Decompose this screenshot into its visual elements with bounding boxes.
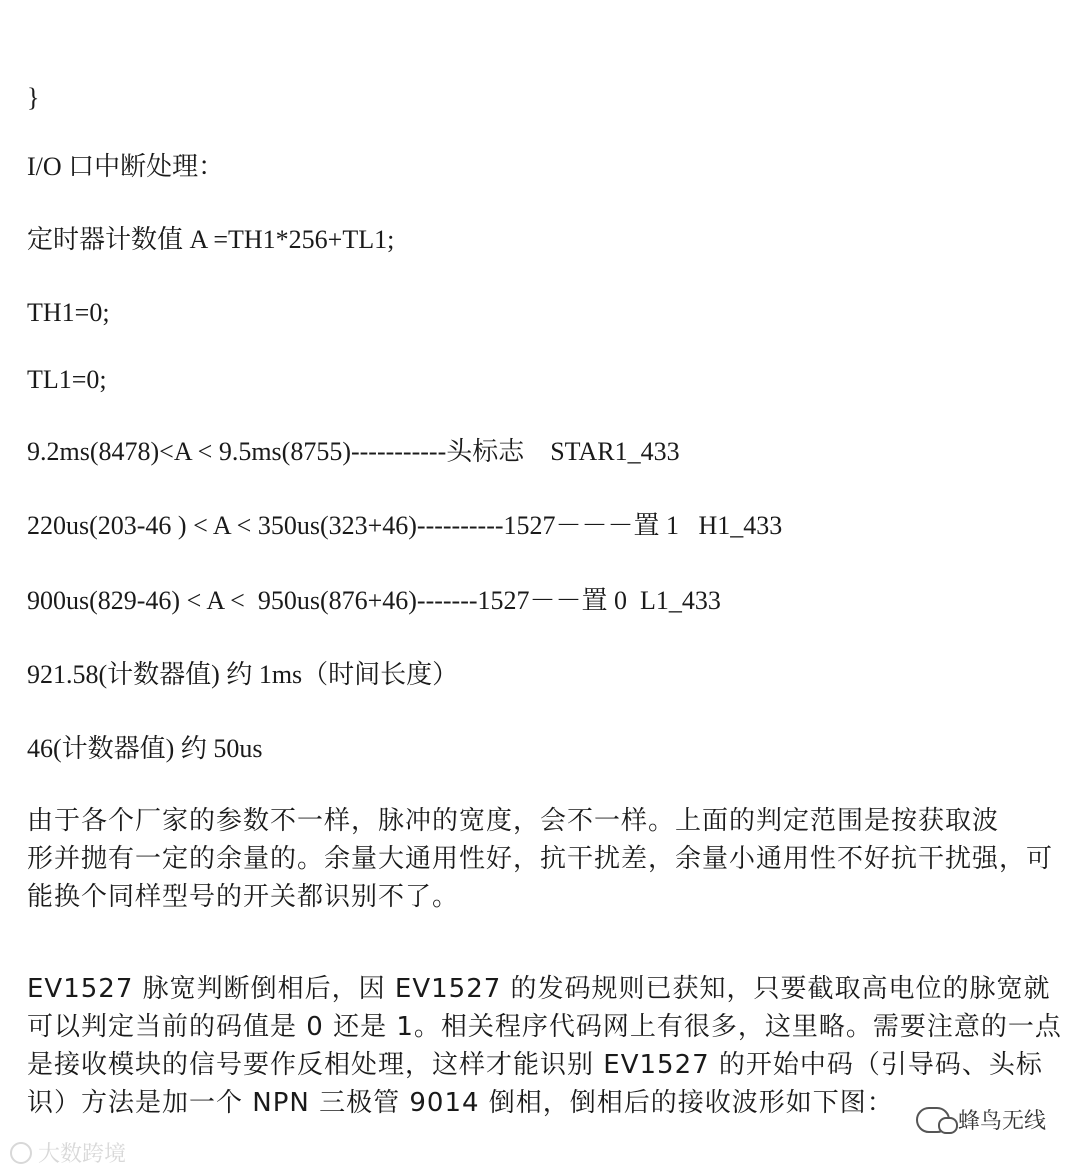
wechat-icon bbox=[916, 1107, 950, 1133]
paragraph-line: 能换个同样型号的开关都识别不了。 bbox=[27, 882, 460, 912]
code-line: 9.2ms(8478)<A < 9.5ms(8755)-----------头标志 STAR1_433 bbox=[27, 437, 680, 466]
paragraph-line: 识）方法是加一个 NPN 三极管 9014 倒相，倒相后的接收波形如下图： bbox=[27, 1088, 894, 1118]
section-heading: I/O 口中断处理： bbox=[27, 152, 225, 181]
watermark-text: 蜂鸟无线 bbox=[957, 1109, 1046, 1134]
corner-watermark-text: 大数跨境 bbox=[38, 1142, 127, 1167]
code-line: 定时器计数值 A =TH1*256+TL1; bbox=[27, 225, 395, 254]
code-line: 46(计数器值) 约 50us bbox=[27, 734, 263, 763]
paragraph-line: EV1527 脉宽判断倒相后，因 EV1527 的发码规则已获知，只要截取高电位的脉宽就 bbox=[27, 974, 1051, 1004]
wechat-watermark bbox=[916, 1104, 1046, 1135]
paragraph-line: 形并抛有一定的余量的。余量大通用性好，抗干扰差，余量小通用性不好抗干扰强，可 bbox=[27, 844, 1054, 874]
paragraph-line: 是接收模块的信号要作反相处理，这样才能识别 EV1527 的开始中码（引导码、头标 bbox=[27, 1050, 1043, 1080]
code-line: 220us(203-46 ) < A < 350us(323+46)----------1527－－－置 1 H1_433 bbox=[27, 511, 783, 540]
paragraph-line: 由于各个厂家的参数不一样，脉冲的宽度，会不一样。上面的判定范围是按获取波 bbox=[27, 806, 1000, 836]
code-line: TL1=0; bbox=[27, 365, 107, 394]
paragraph-line: 可以判定当前的码值是 0 还是 1。相关程序代码网上有很多，这里略。需要注意的一点 bbox=[27, 1012, 1062, 1042]
closing-brace: } bbox=[27, 83, 40, 112]
corner-watermark bbox=[10, 1137, 126, 1168]
paragraph-parameters bbox=[27, 802, 1057, 916]
code-line: TH1=0; bbox=[27, 298, 110, 327]
code-line: 921.58(计数器值) 约 1ms（时间长度） bbox=[27, 660, 459, 689]
code-line: 900us(829-46) < A < 950us(876+46)-------1527－－置 0 L1_433 bbox=[27, 586, 721, 615]
paragraph-ev1527 bbox=[27, 970, 1062, 1122]
logo-icon bbox=[10, 1142, 32, 1164]
